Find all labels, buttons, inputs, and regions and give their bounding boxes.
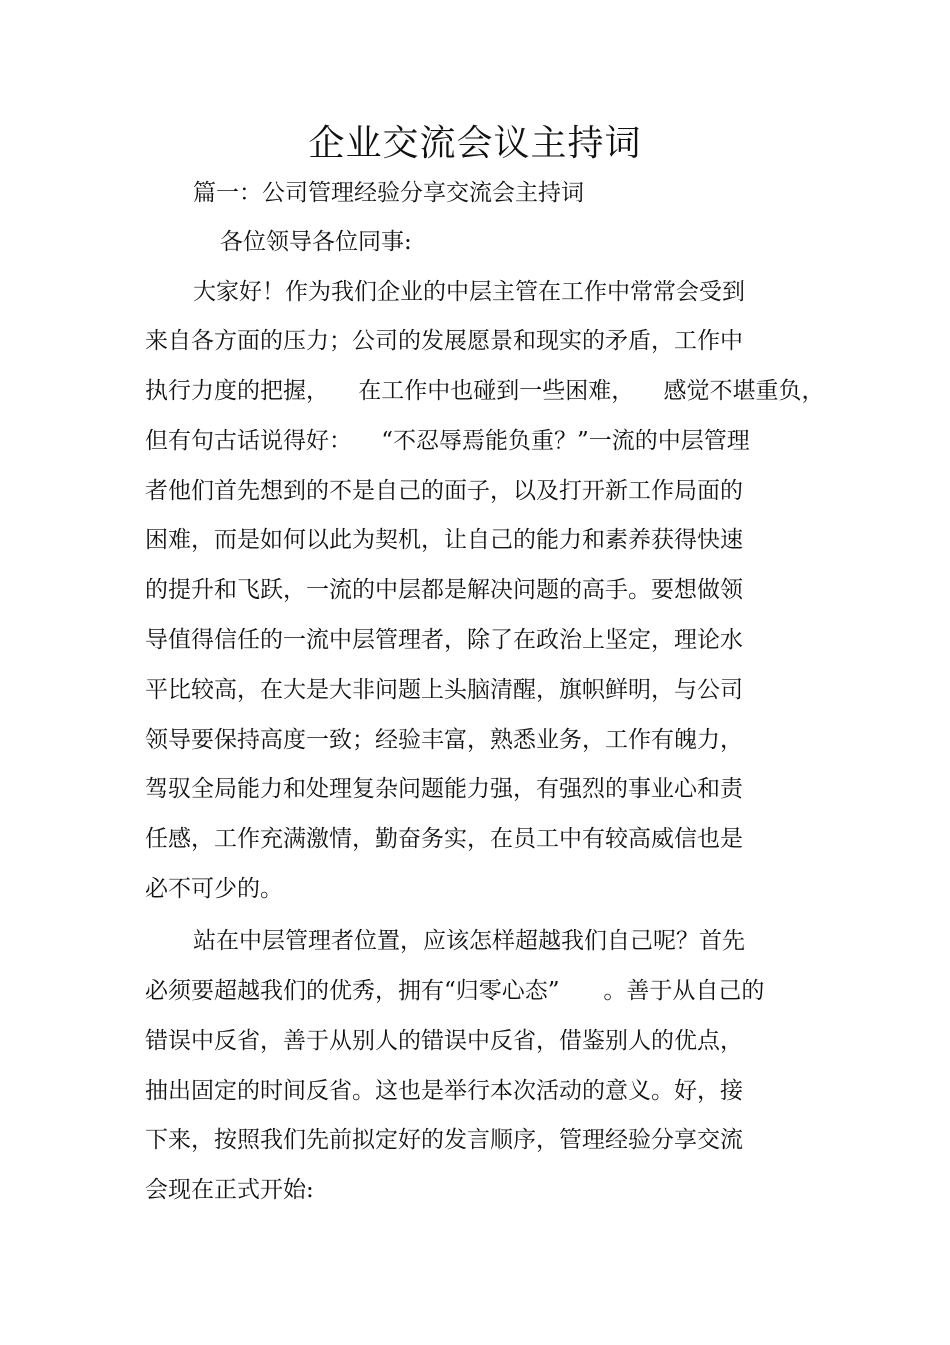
paragraph-line: 会现在正式开始:: [145, 1177, 314, 1203]
paragraph-line: 驾驭全局能力和处理复杂问题能力强，有强烈的事业心和责: [145, 776, 743, 802]
paragraph-line: 来自各方面的压力；公司的发展愿景和现实的矛盾，工作中: [145, 328, 743, 354]
paragraph-line: 必须要超越我们的优秀，拥有“归零心态” 。善于从自己的: [145, 978, 765, 1004]
paragraph-line: 领导要保持高度一致；经验丰富，熟悉业务，工作有魄力，: [145, 727, 743, 753]
paragraph-line: 任感，工作充满激情，勤奋务实，在员工中有较高威信也是: [145, 826, 743, 852]
paragraph-line: 者他们首先想到的不是自己的面子，以及打开新工作局面的: [145, 478, 743, 504]
paragraph-line: 必不可少的。: [145, 876, 283, 902]
paragraph-line: 下来，按照我们先前拟定好的发言顺序，管理经验分享交流: [145, 1127, 743, 1153]
paragraph-line: 但有句古话说得好： “不忍辱焉能负重？”一流的中层管理: [145, 428, 750, 454]
paragraph-line: 平比较高，在大是大非问题上头脑清醒，旗帜鲜明，与公司: [145, 677, 743, 703]
paragraph-line: 错误中反省，善于从别人的错误中反省，借鉴别人的优点，: [145, 1028, 743, 1054]
paragraph-line: 的提升和飞跃，一流的中层都是解决问题的高手。要想做领: [145, 577, 743, 603]
paragraph-line: 站在中层管理者位置，应该怎样超越我们自己呢？首先: [193, 928, 745, 954]
section-heading: 篇一：公司管理经验分享交流会主持词: [193, 180, 584, 206]
paragraph-line: 导值得信任的一流中层管理者，除了在政治上坚定，理论水: [145, 627, 743, 653]
paragraph-line: 执行力度的把握， 在工作中也碰到一些困难， 感觉不堪重负，: [145, 378, 825, 404]
paragraph-line: 困难，而是如何以此为契机，让自己的能力和素养获得快速: [145, 527, 743, 553]
paragraph-line: 大家好！作为我们企业的中层主管在工作中常常会受到: [193, 279, 745, 305]
salutation: 各位领导各位同事:: [220, 229, 412, 255]
document-title: 企业交流会议主持词: [308, 123, 642, 164]
paragraph-line: 抽出固定的时间反省。这也是举行本次活动的意义。好，接: [145, 1078, 743, 1104]
